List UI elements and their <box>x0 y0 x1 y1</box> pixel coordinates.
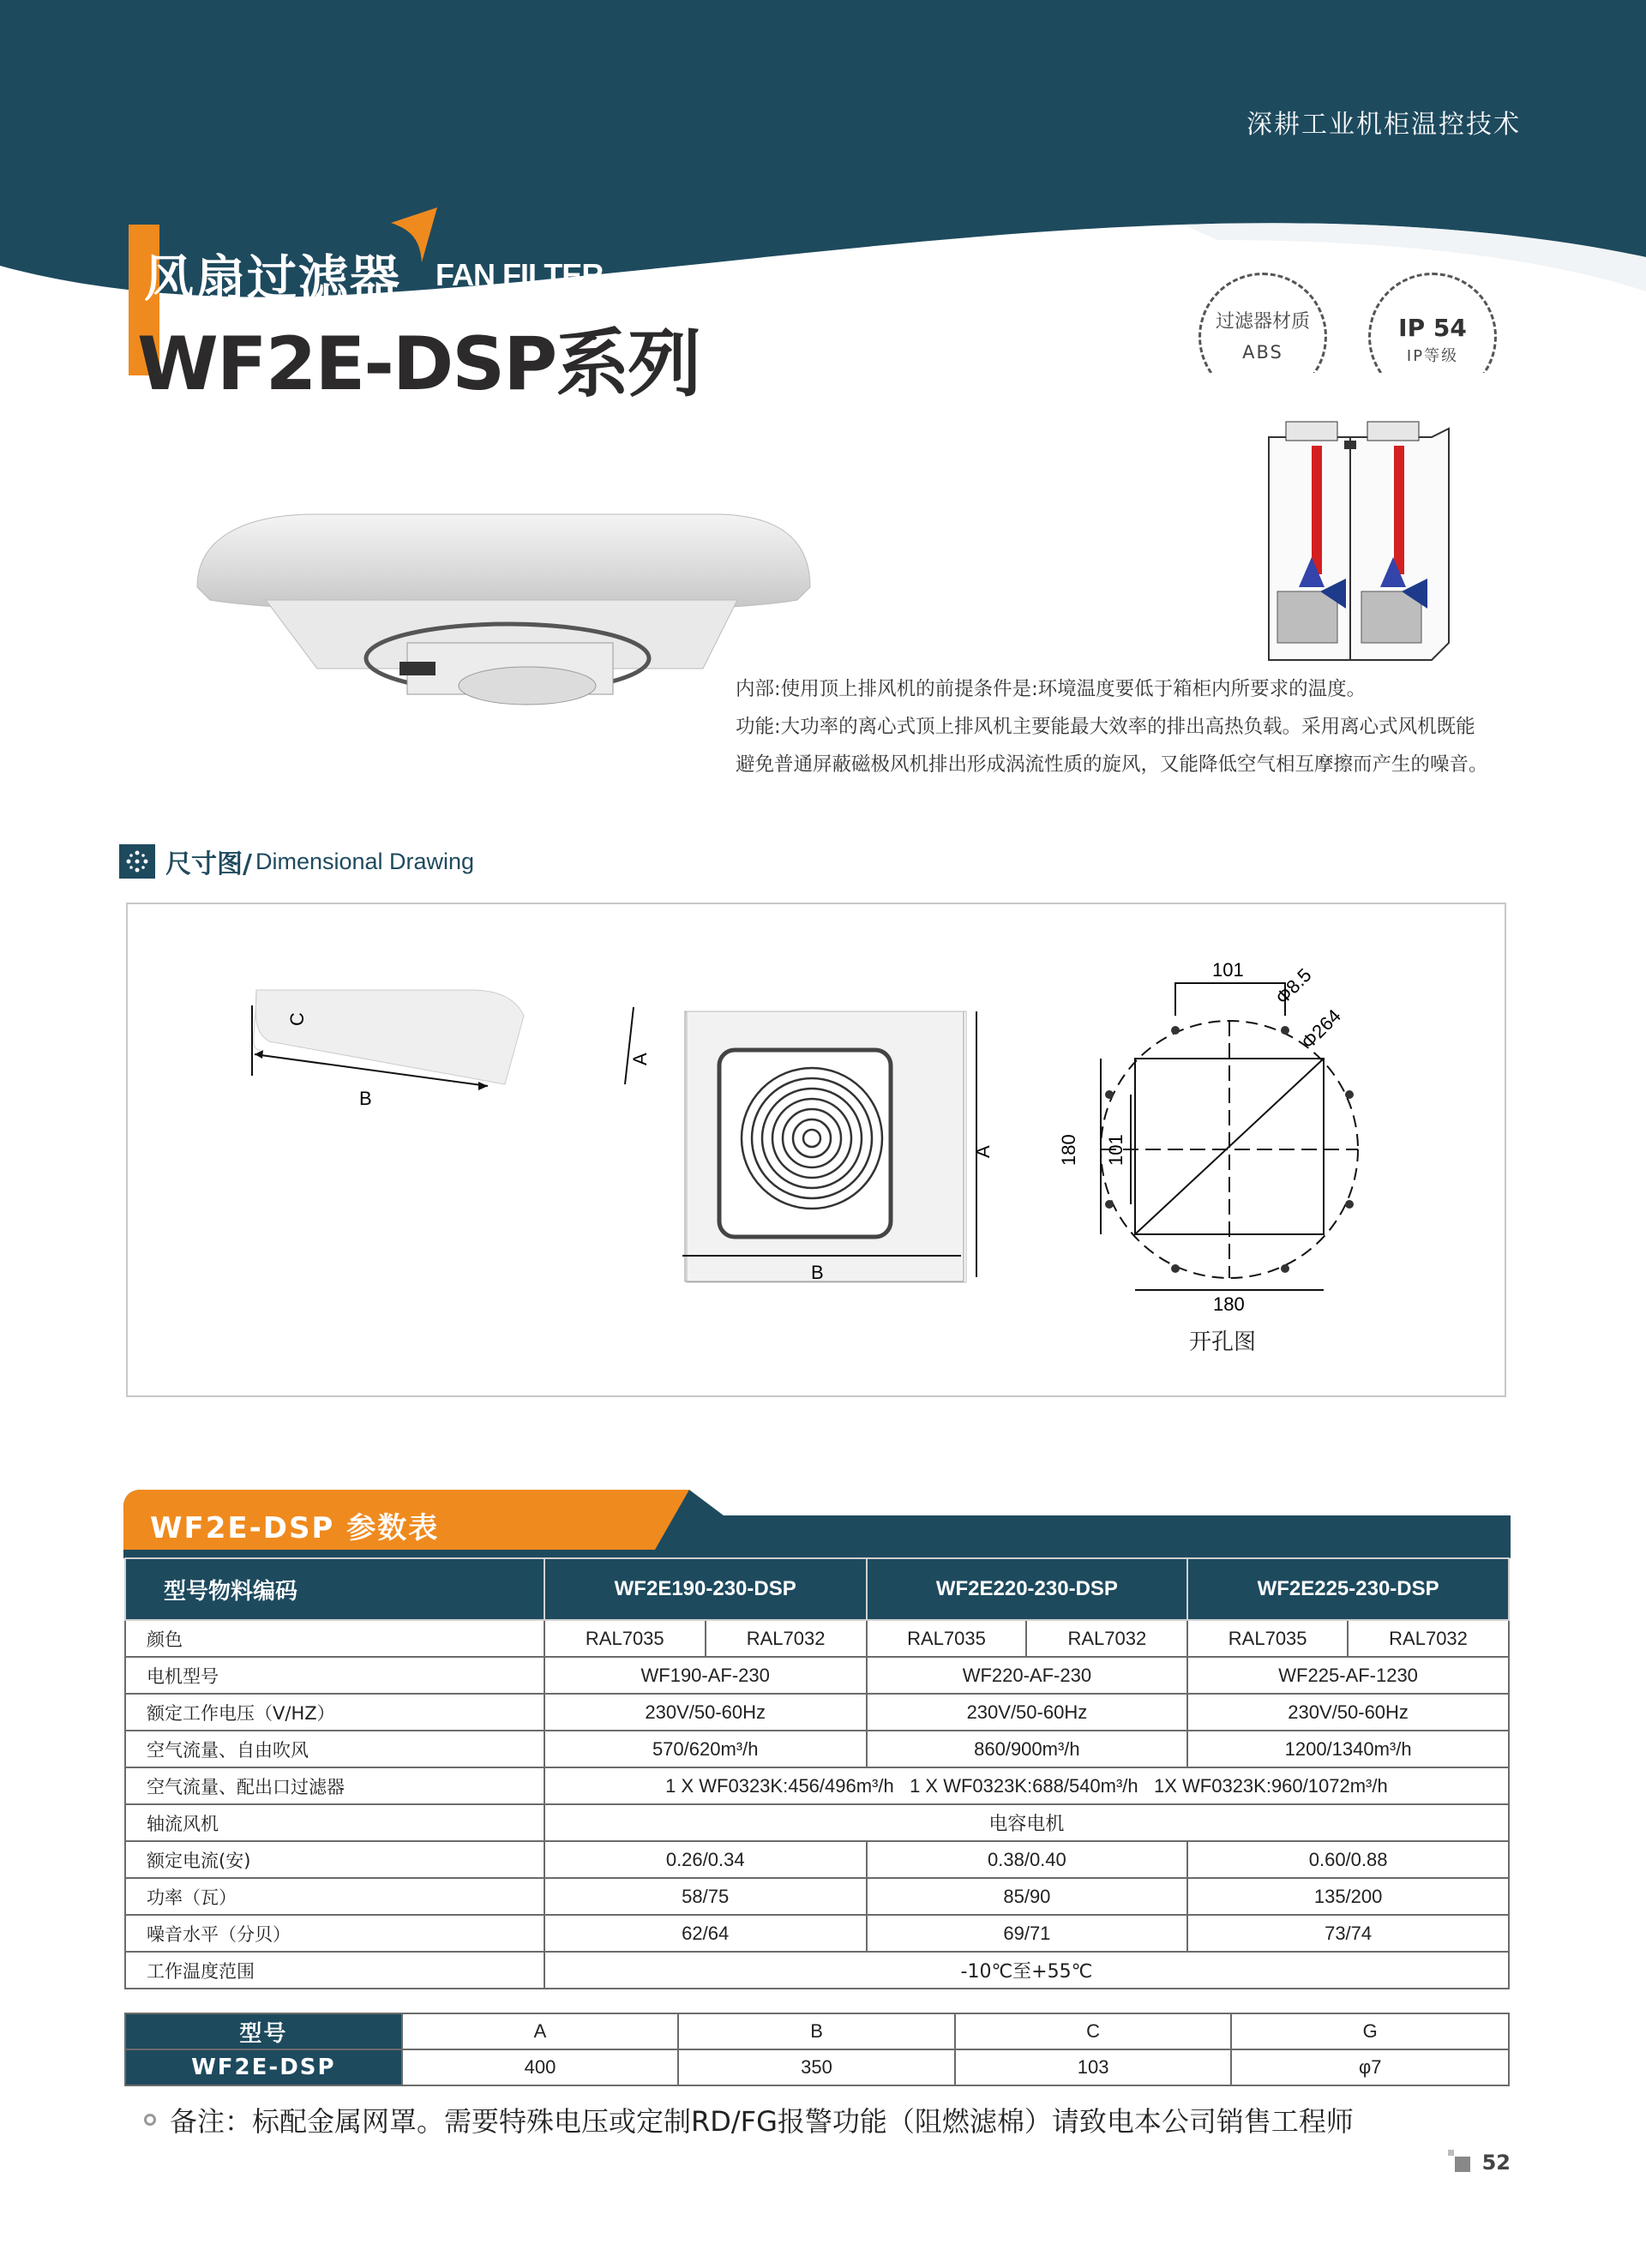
cutout-dim-phi85: Φ8.5 <box>1271 963 1316 1009</box>
row-label: 额定工作电压（V/HZ） <box>125 1694 544 1731</box>
section-title-en: Dimensional Drawing <box>255 848 475 874</box>
table-row <box>125 1767 1509 1804</box>
dims-header: G <box>1231 2013 1509 2049</box>
cell: WF225-AF-1230 <box>1187 1657 1509 1694</box>
material-label: 过滤器材质 <box>1215 311 1310 333</box>
squares-icon <box>1448 2150 1474 2175</box>
cell: 0.26/0.34 <box>544 1841 867 1878</box>
table-row <box>125 1620 1509 1657</box>
front-label-b: B <box>811 1262 824 1283</box>
row-label: 空气流量、自由吹风 <box>125 1731 544 1767</box>
cell: 230V/50-60Hz <box>544 1694 867 1731</box>
cell: RAL7032 <box>706 1620 867 1657</box>
model-header: WF2E225-230-DSP <box>1187 1558 1509 1620</box>
page-number-text: 52 <box>1481 2151 1511 2175</box>
model-header: WF2E190-230-DSP <box>544 1558 867 1620</box>
footnote <box>144 2100 1354 2139</box>
cutout-dim-101-top: 101 <box>1212 959 1244 981</box>
cell: φ7 <box>1231 2049 1509 2085</box>
front-label-a: A <box>972 1145 994 1158</box>
cell: 1200/1340m³/h <box>1187 1731 1509 1767</box>
cell: 62/64 <box>544 1915 867 1952</box>
cell: RAL7035 <box>1187 1620 1348 1657</box>
cell: RAL7035 <box>867 1620 1027 1657</box>
title-cn: 风扇过滤器 <box>144 249 402 308</box>
table-row <box>125 2013 1509 2049</box>
dims-header: 型号 <box>125 2013 402 2049</box>
row-label: 工作温度范围 <box>125 1952 544 1989</box>
cell: 58/75 <box>544 1878 867 1915</box>
dimensions-table <box>124 2013 1510 2086</box>
cell: WF190-AF-230 <box>544 1657 867 1694</box>
cell: RAL7035 <box>544 1620 706 1657</box>
cell: WF220-AF-230 <box>867 1657 1188 1694</box>
cutout-caption: 开孔图 <box>1189 1329 1257 1355</box>
header-label: 型号物料编码 <box>125 1558 544 1620</box>
row-label: 噪音水平（分贝） <box>125 1915 544 1952</box>
cell: 230V/50-60Hz <box>1187 1694 1509 1731</box>
cell: 103 <box>955 2049 1232 2085</box>
footnote-text: 备注：标配金属网罩。需要特殊电压或定制RD/FG报警功能（阻燃滤棉）请致电本公司销售工程师 <box>170 2105 1354 2138</box>
material-value: ABS <box>1242 342 1283 363</box>
cell: 135/200 <box>1187 1878 1509 1915</box>
cutout-dim-180-bottom: 180 <box>1213 1293 1245 1315</box>
description-line: 功能:大功率的离心式顶上排风机主要能最大效率的排出高热负载。采用离心式风机既能 <box>736 716 1475 738</box>
dimension-label-a: A <box>629 1053 651 1065</box>
series-title: WF2E-DSP系列 <box>137 321 700 407</box>
table-row <box>125 1657 1509 1694</box>
cell: -10℃至+55℃ <box>544 1952 1509 1989</box>
cell: 570/620m³/h <box>544 1731 867 1767</box>
description-line: 避免普通屏蔽磁极风机排出形成涡流性质的旋风，又能降低空气相互摩擦而产生的噪音。 <box>736 753 1488 776</box>
cell: 85/90 <box>867 1878 1188 1915</box>
cell: RAL7032 <box>1026 1620 1187 1657</box>
row-label: 轴流风机 <box>125 1804 544 1841</box>
cell: 230V/50-60Hz <box>867 1694 1188 1731</box>
dimensional-drawing <box>126 903 1506 1397</box>
table-row <box>125 1694 1509 1731</box>
row-label: 空气流量、配出口过滤器 <box>125 1767 544 1804</box>
cell: 350 <box>678 2049 955 2085</box>
ip-label: IP等级 <box>1406 347 1459 365</box>
table-row <box>125 2049 1509 2085</box>
cell: 69/71 <box>867 1915 1188 1952</box>
row-label: 额定电流(安) <box>125 1841 544 1878</box>
cutout-dim-101-side: 101 <box>1105 1134 1126 1166</box>
product-photo <box>189 506 823 720</box>
hood-side-view <box>252 990 634 1090</box>
cell: RAL7032 <box>1348 1620 1509 1657</box>
cell: 电容电机 <box>544 1804 1509 1841</box>
page-number <box>1448 2150 1511 2175</box>
dims-model: WF2E-DSP <box>125 2049 402 2085</box>
bullet-icon <box>144 2114 156 2126</box>
cell: 0.38/0.40 <box>867 1841 1188 1878</box>
cell: 1 X WF0323K:456/496m³/h 1 X WF0323K:688/540m³/h 1X WF0323K:960/1072m³/h <box>544 1767 1509 1804</box>
ip-badge <box>1368 273 1497 384</box>
spec-table <box>124 1557 1510 1989</box>
table-row <box>125 1878 1509 1915</box>
dims-header: C <box>955 2013 1232 2049</box>
table-row <box>125 1804 1509 1841</box>
cutout-dim-phi264: Φ264 <box>1296 1005 1345 1053</box>
dimension-label-c: C <box>286 1012 308 1026</box>
dims-header: A <box>402 2013 679 2049</box>
table-row <box>125 1952 1509 1989</box>
molecule-icon <box>119 844 155 879</box>
dimension-label-b: B <box>359 1088 372 1109</box>
table-row <box>125 1841 1509 1878</box>
dims-header: B <box>678 2013 955 2049</box>
row-label: 电机型号 <box>125 1657 544 1694</box>
row-label: 颜色 <box>125 1620 544 1657</box>
material-badge <box>1198 273 1327 384</box>
cell: 860/900m³/h <box>867 1731 1188 1767</box>
front-view <box>682 1011 976 1282</box>
dimension-section-heading <box>119 844 474 879</box>
param-table-title: WF2E-DSP 参数表 <box>150 1511 440 1545</box>
table-row <box>125 1915 1509 1952</box>
row-label: 功率（瓦） <box>125 1878 544 1915</box>
model-header: WF2E220-230-DSP <box>867 1558 1188 1620</box>
section-title-cn: 尺寸图/ <box>165 849 252 879</box>
ip-value: IP 54 <box>1398 314 1467 342</box>
description-line: 内部:使用顶上排风机的前提条件是:环境温度要低于箱柜内所要求的温度。 <box>736 678 1367 700</box>
cabinet-airflow-illustration <box>1260 403 1457 669</box>
cell: 0.60/0.88 <box>1187 1841 1509 1878</box>
company-slogan: 深耕工业机柜温控技术 <box>1247 110 1521 140</box>
cell: 400 <box>402 2049 679 2085</box>
product-description <box>736 670 1593 783</box>
table-header-row <box>125 1558 1509 1620</box>
title-en: FAN FILTER <box>436 257 604 292</box>
table-row <box>125 1731 1509 1767</box>
cell: 73/74 <box>1187 1915 1509 1952</box>
cutout-dim-180-side: 180 <box>1058 1134 1079 1166</box>
